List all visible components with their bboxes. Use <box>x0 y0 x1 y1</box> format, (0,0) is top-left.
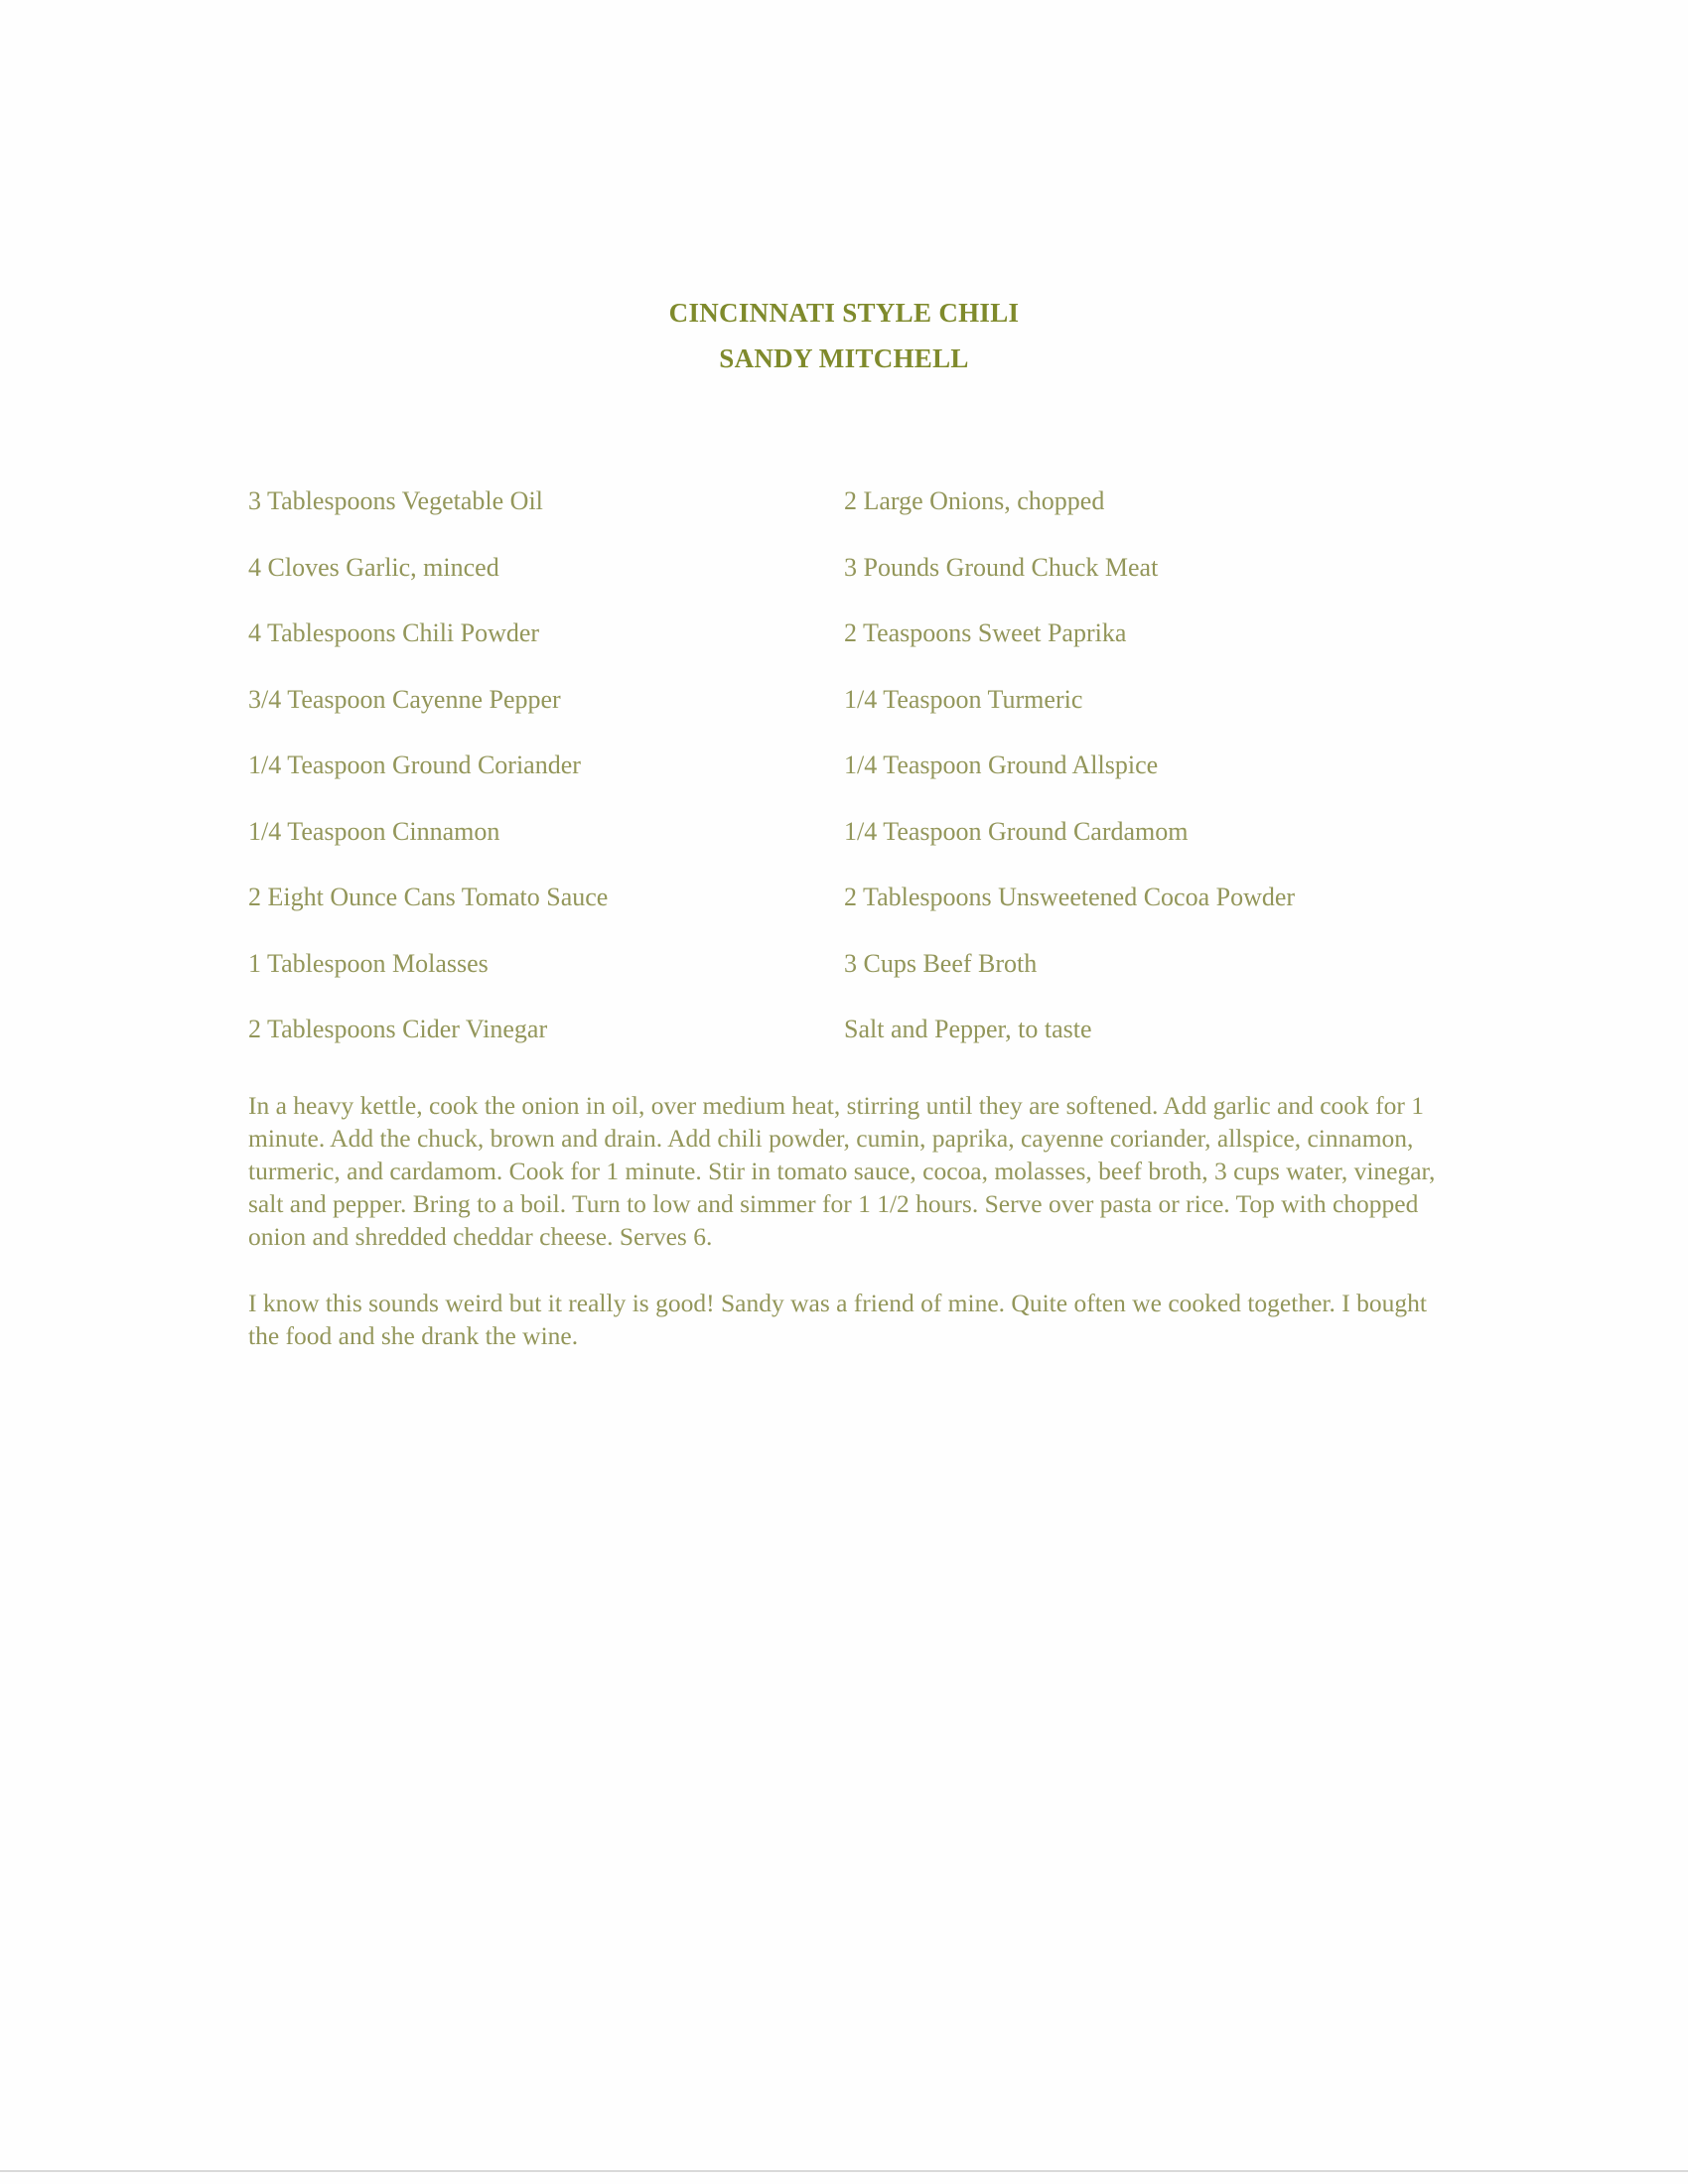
ingredient-item: 2 Tablespoons Cider Vinegar <box>248 1015 548 1043</box>
ingredient-item: 4 Tablespoons Chili Powder <box>248 618 540 647</box>
recipe-title: CINCINNATI STYLE CHILI <box>668 298 1020 328</box>
ingredient-item: 1/4 Teaspoon Ground Cardamom <box>844 816 1189 846</box>
recipe-header <box>0 290 1688 381</box>
ingredient-item: 2 Large Onions, chopped <box>844 486 1105 515</box>
ingredient-item: 1/4 Teaspoon Cinnamon <box>248 816 500 846</box>
ingredient-item: 1/4 Teaspoon Turmeric <box>844 684 1083 714</box>
scan-edge-line <box>0 2170 1688 2172</box>
recipe-note: I know this sounds weird but it really is good! Sandy was a friend of mine. Quite often we cooked together. I bought the food and she drank the wine. <box>248 1289 1427 1350</box>
ingredient-item: 2 Teaspoons Sweet Paprika <box>844 618 1127 647</box>
recipe-instructions: In a heavy kettle, cook the onion in oil, over medium heat, stirring until they are softened. Add garlic and cook for 1 minute. Add the chuck, brown and drain. Add chili powder, cumin, paprika, cayenne coriander, allspice, cinnamon, turmeric, and cardamom. Cook for 1 minute. Stir in tomato sauce, cocoa, molasses, beef broth, 3 cups water, vinegar, salt and pepper. Bring to a boil. Turn to low and simmer for 1 1/2 hours. Serve over pasta or rice. Top with chopped onion and shredded cheddar cheese. Serves 6. <box>248 1091 1436 1251</box>
ingredient-item: 1 Tablespoon Molasses <box>248 948 489 978</box>
ingredient-item: 2 Eight Ounce Cans Tomato Sauce <box>248 883 609 911</box>
ingredient-item: 1/4 Teaspoon Ground Coriander <box>248 751 581 779</box>
ingredient-item: 3 Cups Beef Broth <box>844 948 1038 978</box>
ingredient-item: 1/4 Teaspoon Ground Allspice <box>844 751 1159 779</box>
ingredient-item: 3 Pounds Ground Chuck Meat <box>844 552 1159 582</box>
ingredient-item: 3/4 Teaspoon Cayenne Pepper <box>248 684 561 714</box>
recipe-author: SANDY MITCHELL <box>719 343 969 373</box>
ingredient-item: 2 Tablespoons Unsweetened Cocoa Powder <box>844 883 1296 911</box>
ingredient-item: 4 Cloves Garlic, minced <box>248 552 499 582</box>
ingredient-item: 3 Tablespoons Vegetable Oil <box>248 486 543 515</box>
ingredient-list <box>248 486 1440 1081</box>
ingredient-item: Salt and Pepper, to taste <box>844 1015 1092 1043</box>
